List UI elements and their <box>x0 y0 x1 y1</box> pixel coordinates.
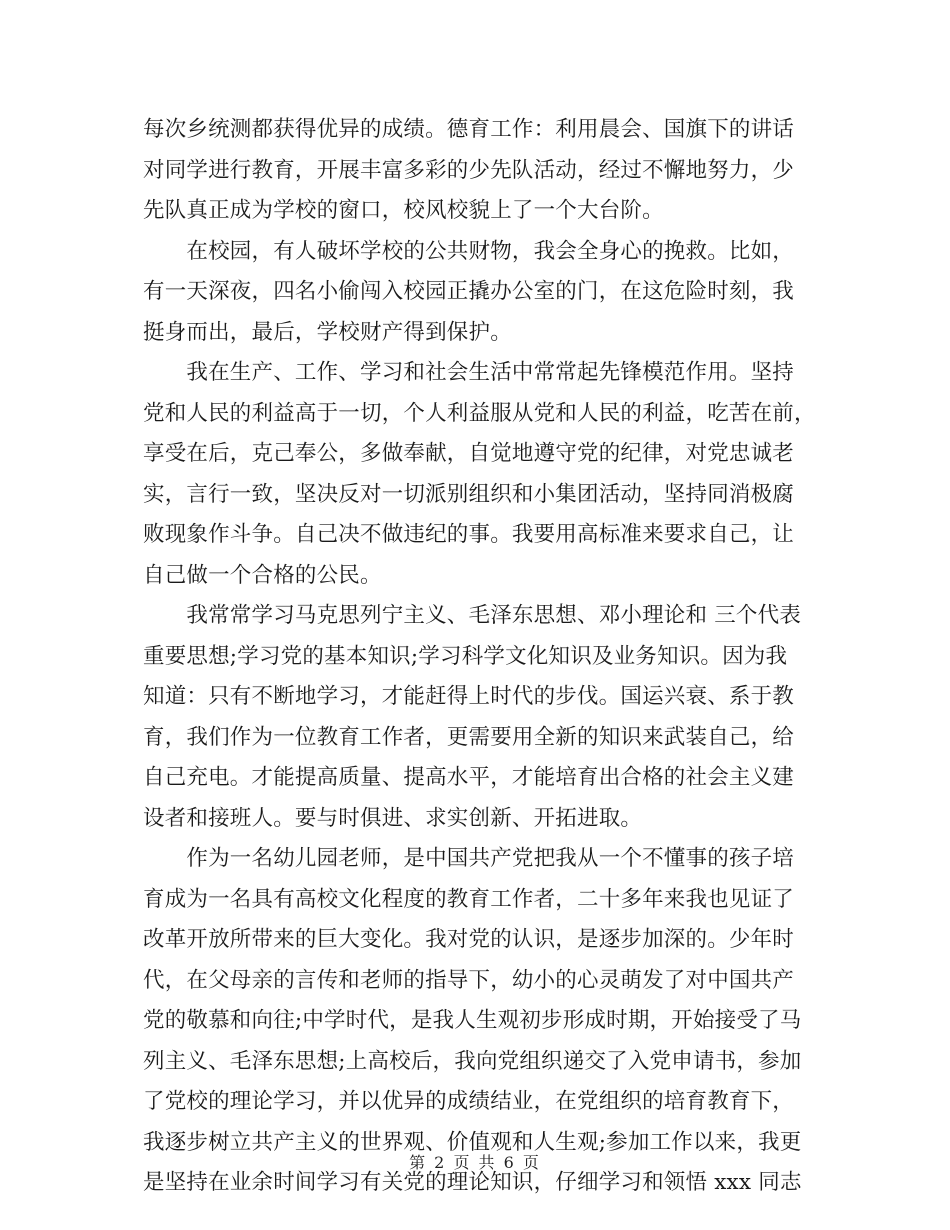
document-body <box>143 110 816 1204</box>
text-line: 先队真正成为学校的窗口，校风校貌上了一个大台阶。 <box>143 198 664 223</box>
text-line: 设者和接班人。要与时俱进、求实创新、开拓进取。 <box>143 805 643 831</box>
text-line: 每次乡统测都获得优异的成绩。德育工作：利用晨会、国旗下的讲话 <box>143 117 795 142</box>
text-line: 代，在父母亲的言传和老师的指导下，幼小的心灵萌发了对中国共产 <box>143 967 795 993</box>
text-line: 享受在后，克己奉公，多做奉献，自觉地遵守党的纪律，对党忠诚老 <box>143 441 795 466</box>
text-line: 重要思想;学习党的基本知识;学习科学文化知识及业务知识。因为我 <box>143 643 788 669</box>
text-line: 我在生产、工作、学习和社会生活中常常起先锋模范作用。坚持 <box>143 360 795 385</box>
text-line: 败现象作斗争。自己决不做违纪的事。我要用高标准来要求自己，让 <box>143 522 795 547</box>
text-line: 自己做一个合格的公民。 <box>143 562 382 588</box>
text-line: 挺身而出，最后，学校财产得到保护。 <box>143 319 512 345</box>
text-line: 实，言行一致，坚决反对一切派别组织和小集团活动，坚持同消极腐 <box>143 481 795 507</box>
text-line: 育，我们作为一位教育工作者，更需要用全新的知识来武装自己，给 <box>143 724 795 750</box>
text-line: 有一天深夜，四名小偷闯入校园正撬办公室的门，在这危险时刻，我 <box>143 279 795 304</box>
text-line: 育成为一名具有高校文化程度的教育工作者，二十多年来我也见证了 <box>143 886 795 912</box>
text-line: 自己充电。才能提高质量、提高水平，才能培育出合格的社会主义建 <box>143 765 795 790</box>
text-line: 作为一名幼儿园老师，是中国共产党把我从一个不懂事的孩子培 <box>143 846 795 871</box>
text-line: 我逐步树立共产主义的世界观、价值观和人生观;参加工作以来，我更 <box>143 1129 802 1155</box>
text-line: 是坚持在业余时间学习有关党的理论知识，仔细学习和领悟 xxx 同志 <box>143 1170 802 1195</box>
text-line: 我常常学习马克思列宁主义、毛泽东思想、邓小理论和 三个代表 <box>143 603 802 628</box>
text-line: 在校园，有人破坏学校的公共财物，我会全身心的挽救。比如， <box>143 238 795 264</box>
page-number-footer: 第 2 页 共 6 页 <box>409 1153 541 1172</box>
text-line: 知道：只有不断地学习，才能赶得上时代的步伐。国运兴衰、系于教 <box>143 684 795 709</box>
text-line: 党和人民的利益高于一切，个人利益服从党和人民的利益，吃苦在前， <box>143 400 816 426</box>
text-line: 对同学进行教育，开展丰富多彩的少先队活动，经过不懈地努力，少 <box>143 157 795 183</box>
text-line: 了党校的理论学习，并以优异的成绩结业，在党组织的培育教育下， <box>143 1089 795 1114</box>
text-line: 党的敬慕和向往;中学时代，是我人生观初步形成时期，开始接受了马 <box>143 1008 802 1033</box>
text-line: 列主义、毛泽东思想;上高校后，我向党组织递交了入党申请书，参加 <box>143 1048 802 1074</box>
text-line: 改革开放所带来的巨大变化。我对党的认识，是逐步加深的。少年时 <box>143 927 795 952</box>
